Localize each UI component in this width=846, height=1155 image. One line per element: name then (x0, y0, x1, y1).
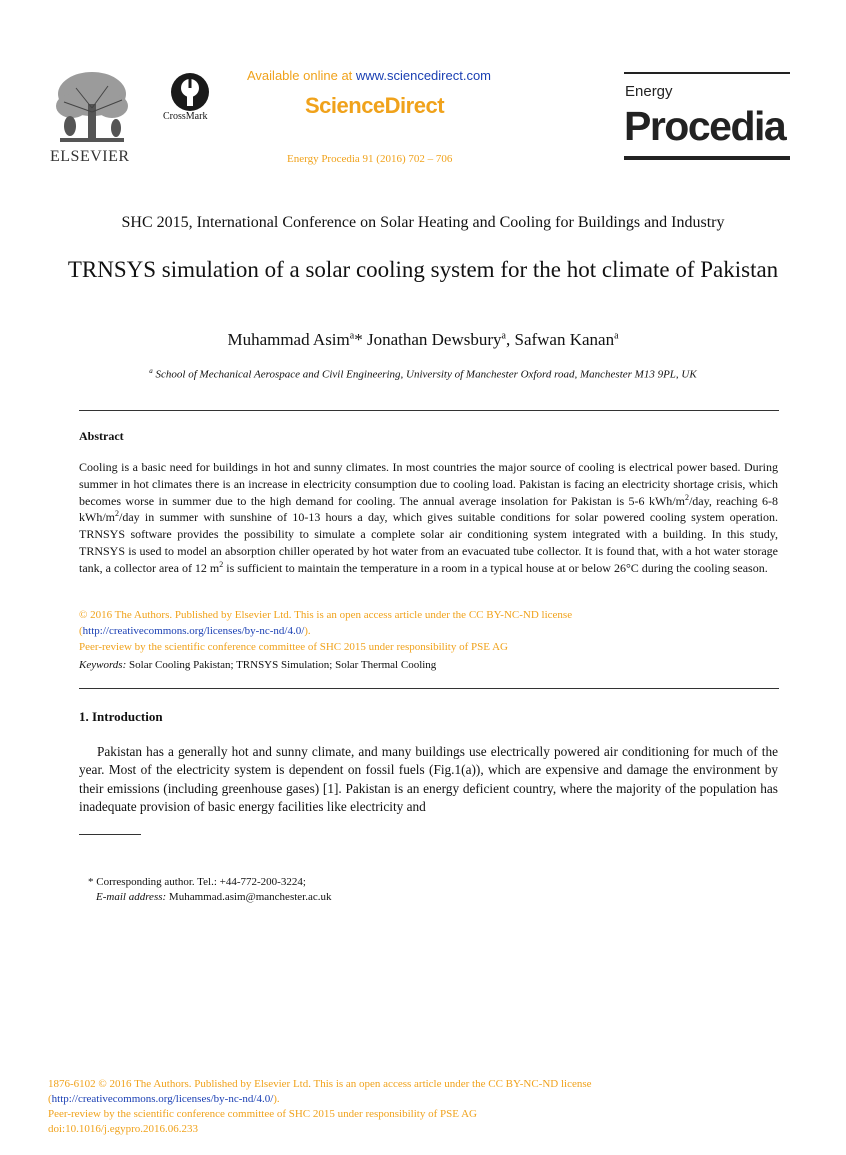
available-online-line (247, 68, 491, 83)
license-link[interactable]: http://creativecommons.org/licenses/by-nc-nd/4.0/ (82, 625, 305, 637)
author-affiliation-mark: a (501, 330, 506, 342)
journal-reference: Energy Procedia 91 (2016) 702 – 706 (287, 153, 453, 165)
keywords-label: Keywords: (79, 659, 127, 671)
peer-review-line: Peer-review by the scientific conference committee of SHC 2015 under responsibility of PSE AG (79, 641, 508, 653)
available-prefix: Available online at (247, 68, 356, 83)
journal-logo-rule-bottom (624, 156, 790, 160)
affiliation (0, 367, 846, 381)
keywords (79, 659, 436, 671)
keywords-text: Solar Cooling Pakistan; TRNSYS Simulation; Solar Thermal Cooling (126, 659, 437, 671)
abstract-body (79, 459, 778, 577)
license-link[interactable]: http://creativecommons.org/licenses/by-nc-nd/4.0/ (51, 1093, 274, 1105)
email-label: E-mail address: (96, 891, 167, 903)
author-name: Safwan Kanan (514, 330, 615, 349)
abstract-text: is sufficient to maintain the temperature in a room in a typical house at or below 26°C during the cooling season. (223, 560, 768, 575)
publication-notice (48, 1077, 808, 1137)
abstract-text: Cooling is a basic need for buildings in hot and sunny climates. In most countries the major source of cooling is electrical power based. During summer in hot climates there is an increase in electricity consumption due to cooling load. Pakistan is facing an electricity shortage crisis, which becomes worse in summer due to the high demand for cooling. The annual average insolation for Pakistan is 5-6 kWh/m (79, 460, 778, 508)
elsevier-tree-logo-icon (50, 68, 134, 150)
author-affiliation-mark: a (614, 330, 619, 342)
crossmark-icon[interactable] (170, 72, 210, 112)
journal-logo-top: Energy (625, 83, 673, 100)
journal-logo-rule-top (624, 72, 790, 74)
superscript: 2 (684, 492, 689, 502)
superscript: 2 (219, 559, 224, 569)
paper-title: TRNSYS simulation of a solar cooling system for the hot climate of Pakistan (67, 257, 779, 282)
issn-copyright-line: 1876-6102 © 2016 The Authors. Published by Elsevier Ltd. This is an open access article under the CC BY-NC-ND license (48, 1078, 592, 1090)
abstract-text: /day, reaching 6-8 kWh/m (79, 493, 778, 525)
abstract-heading: Abstract (79, 429, 124, 443)
author-separator: * (354, 330, 367, 349)
affiliation-text: School of Mechanical Aerospace and Civil Engineering, University of Manchester Oxford road, Manchester M13 9PL, UK (152, 368, 697, 381)
author-name: Muhammad Asim (227, 330, 350, 349)
journal-logo-main[interactable]: Procedia (624, 103, 786, 149)
introduction-body: Pakistan has a generally hot and sunny climate, and many buildings use electrically powered air conditioning for much of the year. Most of the electricity system is dependent on fossil fuels (Fig.1(a)), which are expensive and damage the environment by their emissions (including greenhouse gases) [1]. Pakistan is an energy deficient country, where the majority of the population has inadequate provision of basic energy facilities like electricity and (79, 744, 778, 815)
introduction-heading: 1. Introduction (79, 709, 163, 724)
divider (79, 410, 779, 411)
paren: ( (79, 625, 83, 637)
sciencedirect-logo[interactable]: ScienceDirect (305, 93, 445, 118)
footnote-rule (79, 834, 141, 835)
peer-review-line: Peer-review by the scientific conference committee of SHC 2015 under responsibility of PSE AG (48, 1108, 477, 1120)
paren: ). (304, 625, 311, 637)
author-affiliation-mark: a (349, 330, 355, 342)
paren: ). (273, 1093, 280, 1105)
superscript: 2 (115, 509, 119, 519)
abstract-text: /day in summer with sunshine of 10-13 hours a day, which gives suitable conditions for solar powered cooling system operation. TRNSYS software provides the possibility to simulate a complete solar air conditioning system integrated with a building. In this study, TRNSYS is used to model an absorption chiller operated by hot water from an evacuated tube collector. It is found that, with a hot water storage tank, a collector area of 12 m (79, 510, 778, 575)
footnote (88, 875, 331, 905)
affiliation-mark: a (149, 367, 153, 375)
publisher-name: ELSEVIER (50, 148, 130, 165)
corresponding-author: * Corresponding author. Tel.: +44-772-200-3224; (88, 876, 306, 888)
paren: ( (48, 1093, 52, 1105)
author-list (0, 330, 846, 350)
author-separator: , (505, 330, 515, 349)
author-name: Jonathan Dewsbury (366, 330, 502, 349)
crossmark-label[interactable]: CrossMark (163, 111, 208, 122)
open-access-notice (79, 607, 779, 655)
sciencedirect-url-link[interactable]: www.sciencedirect.com (355, 68, 492, 83)
conference-name: SHC 2015, International Conference on Solar Heating and Cooling for Buildings and Industry (121, 214, 725, 231)
copyright-line: © 2016 The Authors. Published by Elsevier Ltd. This is an open access article under the CC BY-NC-ND license (79, 609, 573, 621)
email-address[interactable]: Muhammad.asim@manchester.ac.uk (166, 891, 332, 903)
divider (79, 688, 779, 689)
doi[interactable]: doi:10.1016/j.egypro.2016.06.233 (48, 1123, 199, 1135)
